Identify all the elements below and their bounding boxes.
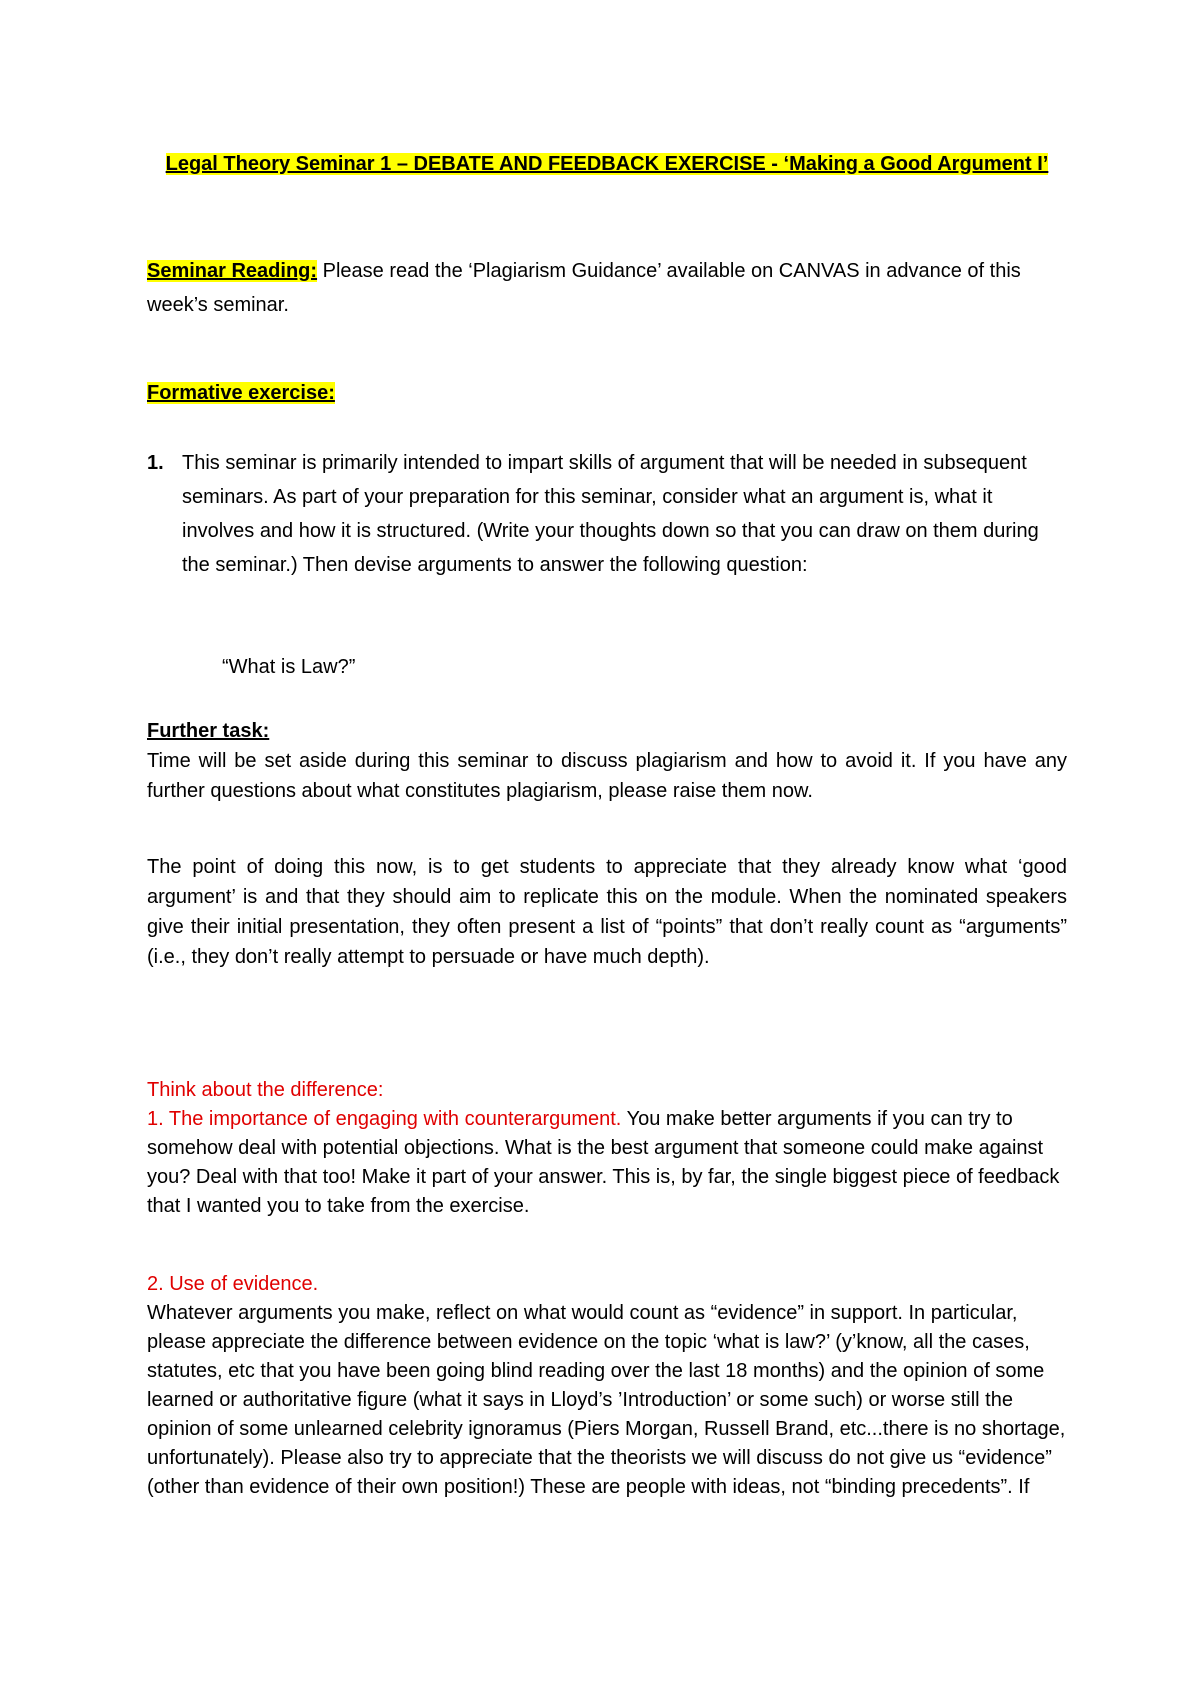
list-item	[147, 446, 1062, 582]
seminar-reading-label: Seminar Reading:	[147, 260, 318, 282]
seminar-reading-paragraph	[147, 254, 1067, 322]
evidence-section	[147, 1270, 1067, 1502]
question-quote: “What is Law?”	[222, 656, 356, 678]
difference-section	[147, 1076, 1067, 1221]
difference-point2-label: 2. Use of evidence.	[147, 1273, 319, 1295]
seminar-reading-text: Please read the ‘Plagiarism Guidance’ available on CANVAS in advance of this week’s seminar.	[147, 260, 1021, 316]
page-title	[147, 150, 1067, 178]
difference-point2-text: Whatever arguments you make, reflect on what would count as “evidence” in support. In particular, please appreciate the difference between evidence on the topic ‘what is law?’ (y’know, all the cases, statutes, etc that you have been going blind reading over the last 18 months) and the opinion of some learned or authoritative figure (what it says in Lloyd’s ’Introduction’ or some such) or worse still the opinion of some unlearned celebrity ignoramus (Piers Morgan, Russell Brand, etc...there is no shortage, unfortunately). Please also try to appreciate that the theorists we will discuss do not give us “evidence” (other than evidence of their own position!) These are people with ideas, not “binding precedents”. If	[147, 1302, 1066, 1498]
formative-heading	[147, 376, 1067, 410]
list-item-text: This seminar is primarily intended to impart skills of argument that will be needed in subsequent seminars. As part of your preparation for this seminar, consider what an argument is, what it involves and how it is structured. (Write your thoughts down so that you can draw on them during the seminar.) Then devise arguments to answer the following question:	[182, 452, 1039, 576]
list-item-number: 1.	[147, 452, 164, 474]
title-text: Legal Theory Seminar 1 – DEBATE AND FEEDBACK EXERCISE - ‘Making a Good Argument I’	[165, 153, 1049, 175]
further-task-label: Further task:	[147, 720, 270, 742]
difference-point1-label: 1. The importance of engaging with counterargument.	[147, 1108, 622, 1130]
difference-heading: Think about the difference:	[147, 1079, 384, 1101]
difference-point1-text: You make better arguments if you can try to somehow deal with potential objections. What is the best argument that someone could make against you? Deal with that too! Make it part of your answer. This is, by far, the single biggest piece of feedback that I wanted you to take from the exercise.	[147, 1108, 1060, 1217]
further-task-text: Time will be set aside during this seminar to discuss plagiarism and how to avoid it. If you have any further questions about what constitutes plagiarism, please raise them now.	[147, 750, 1067, 802]
point-paragraph: The point of doing this now, is to get students to appreciate that they already know what ‘good argument’ is and that they should aim to replicate this on the module. When the nominated speakers give their initial presentation, they often present a list of “points” that don’t really count as “arguments” (i.e., they don’t really attempt to persuade or have much depth).	[147, 856, 1067, 968]
further-task-section	[147, 716, 1067, 806]
formative-label: Formative exercise:	[147, 382, 335, 404]
